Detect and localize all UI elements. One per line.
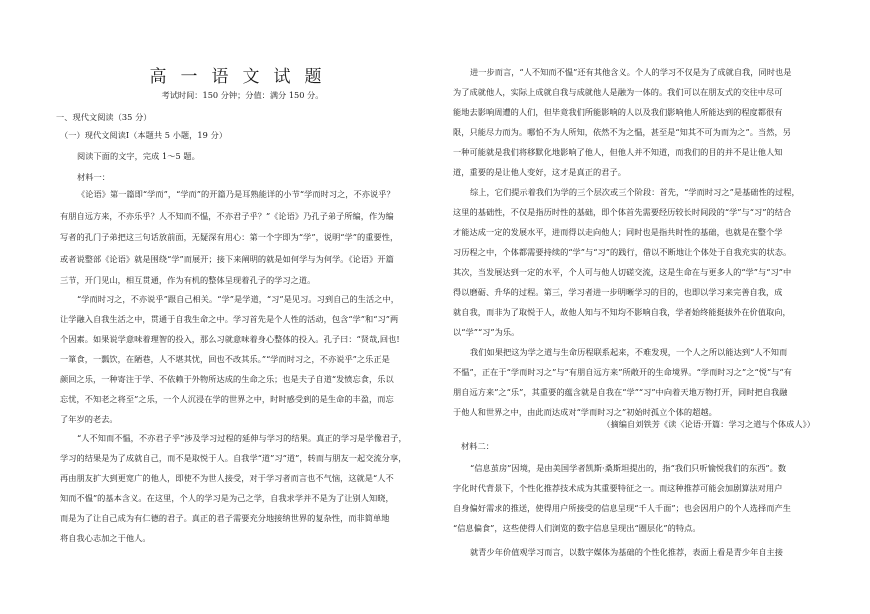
text-line: 就自我，而非为了取悦于人，故他人知与不知均不影响自我，学者始终能挺拔外在价值取向， [453,307,791,317]
text-line: 为了成就他人，实际上成就自我与成就他人是融为一体的。我们可以在朋友式的交往中尽可 [453,87,783,97]
text-line: “信息茧房”因境，是由美国学者凯斯·桑斯坦提出的，指“我们只听愉悦我们的东西”。数 [470,463,787,473]
text-line: 字化时代背景下，个性化推荐技术成为其重要特征之一。而这种推荐可能会加剧算法对用户 [453,483,783,493]
text-line: “学而时习之，不亦说乎”跟自己相关。“学”是学道，“习”是见习。习到自己的生活之中， [77,294,399,304]
text-line: 这里的基础性，不仅是指历时性的基础，即个体首先需要经历较长时间段的“学”与“习”的结合 [453,207,792,217]
text-line: “信息偏食”，这些使得人们浏览的数字信息呈现出“圈层化”的特点。 [453,523,701,533]
text-line: 或者说整部《论语》就是围绕“学”而展开；接下来阐明的就是如何学与为何学。《论语》开篇 [60,254,394,264]
text-line: 让学融入自我生活之中，贯通于自我生命之中。学习首先是个人性的活动，包含“学”和“习”两 [60,314,399,324]
text-line: 道，重要的是让他人变好，这才是真正的君子。 [453,167,626,177]
text-line: 知而不愠”的基本含义。在这里，个人的学习是为己之学，自我求学并不是为了让别人知晓， [60,493,394,503]
text-line: 以“学”“习”为乐。 [453,327,520,337]
text-line: 了年岁的老去。 [60,414,118,424]
text-line: 《论语》第一篇即“学而”，“学而”的开篇乃是耳熟能详的小节“学而时习之，不亦说乎？ [77,189,395,199]
text-line: 我们如果把这为学之道与生命历程联系起来，不难发现，一个人之所以能达到“人不知而 [470,347,788,357]
text-line: 自身偏好需求的推送，使得用户所接受的信息呈现“千人千面”；也会因用户的个人选择而产生 [453,503,791,513]
text-line: 再由朋友扩大到更宽广的他人，即使不为世人接受，对于学习者而言也不气恼，这就是“人不 [60,473,394,483]
text-line: 得以磨砺、升华的过程。第三，学习者进一步明晰学习的目的，也即以学习来完善自我，成 [453,287,783,297]
material-label: 材料一： [77,172,110,182]
text-line: 朋自远方来”之“乐”，其重要的蕴含就是自我在“学”“习”中向着天地万物打开，同时把自我融 [453,387,788,397]
text-line: 一箪食，一瓢饮，在陋巷，人不堪其忧，回也不改其乐。”“学而时习之，不亦说乎”之乐正是 [60,354,390,364]
text-line: 而是为了让自己成为有仁德的君子。真正的君子需要充分地接纳世界的复杂性，而非简单地 [60,513,390,523]
subsection-heading: （一）现代文阅读Ⅰ（本题共 5 小题，19 分） [60,130,228,140]
text-line: 就青少年价值观学习而言，以数字媒体为基础的个性化推荐，表面上看是青少年自主接 [470,547,784,557]
text-line: 个因素。如果说学意味着理智的投入，那么习就意味着身心整体的投入。孔子曰：“贤哉,回也! [60,334,400,344]
text-line: 习历程之中，个体都需要持续的“学”与“习”的践行，借以不断地让个体处于自我充实的状态。 [453,247,792,257]
text-line: 三节，开门见山，相互贯通，作为有机的整体呈现着孔子的学习之道。 [60,275,316,285]
text-line: 一种可能就是我们将移默化地影响了他人，但他人并不知道，而我们的目的并不是让他人知 [453,147,783,157]
text-line: 限，只能尽力而为。哪怕不为人所知，依然不为之愠，甚至是“知其不可为而为之”。当然，另 [453,127,791,137]
text-line: 颜回之乐，一种寄注于学、不依赖于外物所达成的生命之乐；也是夫子自道“发愤忘食，乐以 [60,374,394,384]
exam-subtitle: 考试时间：150 分钟；分值：满分 150 分。 [161,90,324,100]
text-line: “人不知而不愠，不亦君子乎”涉及学习过程的延伸与学习的结果。真正的学习是学像君子， [77,433,407,443]
text-line: 于他人和世界之中，由此而达成对“学而时习之”初始时孤立个体的超越。 [453,407,717,417]
text-line: 其次，当发展达到一定的水平，个人可与他人切磋交流，这是生命在与更多人的“学”与“习”中 [453,267,792,277]
text-line: 有朋自远方来，不亦乐乎？人不知而不愠，不亦君子乎？”《论语》乃孔子弟子所编，作为编 [60,211,394,221]
text-line: 不愠”，正在于“学而时习之”与“有朋自远方来”所敞开的生命境界。“学而时习之”之“悦”与“有 [453,367,792,377]
section-heading: 一、现代文阅读（35 分） [56,112,152,122]
text-line: 学习的结果是为了成就自己，而不是取悦于人。自我学“道”习“道”，转而与朋友一起交流分享， [60,453,407,463]
text-line: 将自我心志加之于他人。 [60,533,151,543]
instruction-text: 阅读下面的文字，完成 1～5 题。 [77,151,200,161]
text-line: 进一步而言，“人不知而不愠”还有其他含义。个人的学习不仅是为了成就自我，同时也是 [470,67,792,77]
text-line: 综上，它们提示着我们为学的三个层次或三个阶段：首先，“学而时习之”是基础性的过程， [470,187,800,197]
text-line: 能地去影响周遭的人们，但毕竟我们所能影响的人以及我们影响他人所能达到的程度都很有 [453,107,783,117]
exam-title: 高一语文试题 [149,67,336,87]
source-citation: （摘编自刘铁芳《读〈论语·开篇：学习之道与个体成人》） [602,419,815,429]
text-line: 忘忧，不知老之将至”之乐，一个人沉浸在学的世界之中，时时感受到的是生命的丰盈，而忘 [60,394,394,404]
text-line: 才能达成一定的发展水平，进而得以走向他人；同时也是指共时性的基础，也就是在整个学 [453,227,783,237]
material2-label: 材料二： [461,441,494,451]
text-line: 写者的孔门子弟把这三句话放前面，无疑深有用心：第一个字即为“学”，说明“学”的重要性， [60,232,399,242]
